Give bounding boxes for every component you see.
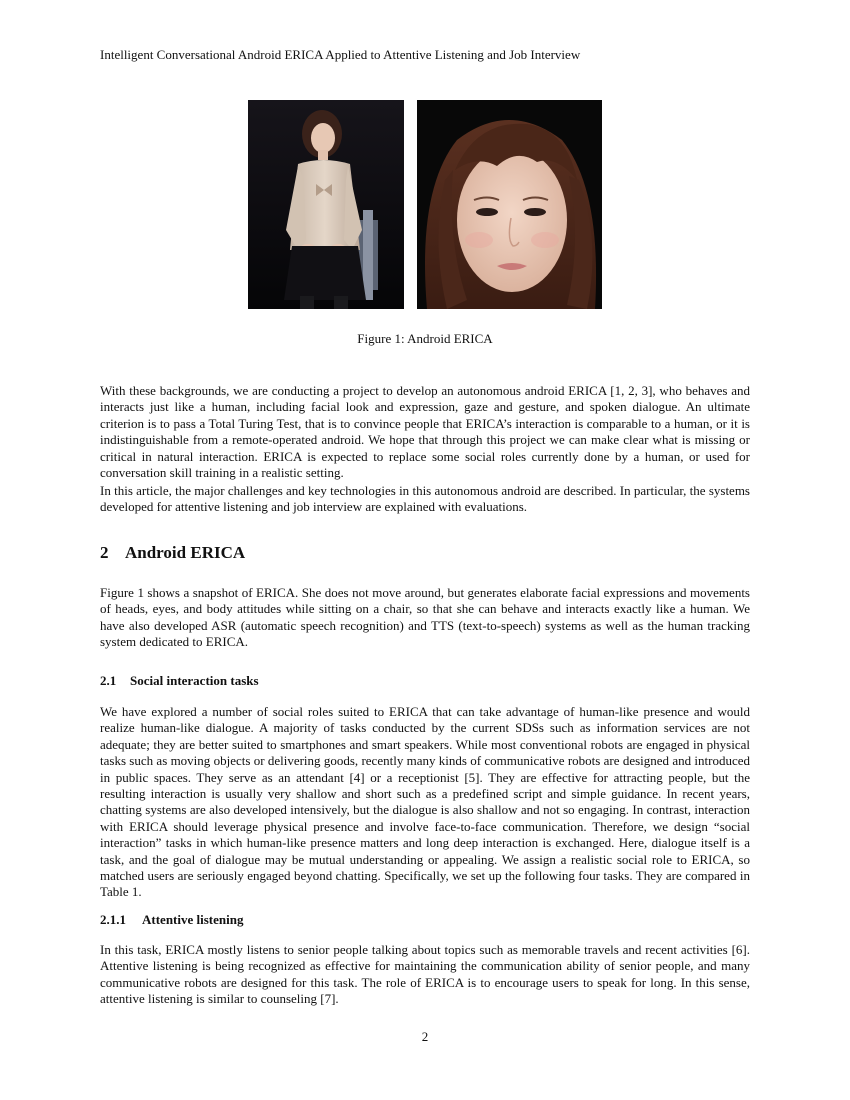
subsection-heading — [100, 673, 259, 689]
paragraph-section-2: Figure 1 shows a snapshot of ERICA. She does not move around, but generates elaborate facial expressions and movements of heads, eyes, and body attitudes while sitting on a chair, so that she can behave and interacts exactly like a human. We have also developed ASR (automatic speech recognition) and TTS (text-to-speech) systems as well as the human tracking system dedicated to ERICA. — [100, 585, 750, 650]
section-heading — [100, 543, 245, 563]
paragraph-intro-2: In this article, the major challenges and key technologies in this autonomous android are described. In particular, the systems developed for attentive listening and job interview are explained with evaluations. — [100, 483, 750, 515]
subsubsection-number: 2.1.1 — [100, 912, 126, 927]
paragraph-section-2-1-1: In this task, ERICA mostly listens to senior people talking about topics such as memorable travels and recent activities [6]. Attentive listening is being recognized as effective for maintaining the communication ability of senior people, and many communicative robots are designed for this task. The role of ERICA is to encourage users to speak for long. In this sense, attentive listening is similar to counseling [7]. — [100, 942, 750, 1007]
figure-1 — [248, 100, 602, 310]
section-number: 2 — [100, 543, 109, 562]
figure-caption: Figure 1: Android ERICA — [357, 331, 493, 346]
paragraph-section-2-1: We have explored a number of social roles suited to ERICA that can take advantage of human-like presence and would realize human-like dialogue. A majority of tasks conducted by the current SDSs such as information services are not adequate; they are better suited to smartphones and smart speakers. While most conventional robots are engaged in physical tasks such as moving objects or delivering goods, recently many kinds of communicative robots are designed and introduced in public spaces. They serve as an attendant [4] or a receptionist [5]. They are effective for attracting people, but the resulting interaction is usually very shallow and short such as a predefined script and simple guidance. In recent years, chatting systems are also developed intensively, but the dialogue is also shallow and not so engaging. In contrast, interaction with ERICA should leverage physical presence and involve face-to-face communication. Therefore, we design “social interaction” tasks in which human-like presence matters and long deep interaction is exchanged. Here, dialogue itself is a task, and the goal of dialogue may be mutual understanding or appealing. We assign a realistic social role to ERICA, so matched users are seriously engaged beyond chatting. Specifically, we set up the following four tasks. They are compared in Table 1. — [100, 704, 750, 900]
page-number: 2 — [421, 1029, 429, 1044]
subsubsection-heading — [100, 912, 243, 928]
subsubsection-title: Attentive listening — [142, 912, 244, 927]
android-seated-photo-icon — [248, 100, 404, 309]
subsection-title: Social interaction tasks — [130, 673, 259, 688]
android-face-closeup-photo-icon — [417, 100, 602, 309]
section-title: Android ERICA — [125, 543, 246, 562]
running-header: Intelligent Conversational Android ERICA Applied to Attentive Listening and Job Interview — [100, 47, 581, 62]
subsection-number: 2.1 — [100, 673, 117, 688]
paragraph-intro-1: With these backgrounds, we are conducting a project to develop an autonomous android ERICA [1, 2, 3], who behaves and interacts just like a human, including facial look and expression, gaze and gesture, and spoken dialogue. An ultimate criterion is to pass a Total Turing Test, that is to convince people that ERICA’s interaction is comparable to a human, or it is indistinguishable from a remote-operated android. We hope that through this project we can make clear what is missing or critical in natural interaction. ERICA is expected to replace some social roles currently done by a human, or used for conversation skill training in a realistic setting. — [100, 383, 750, 481]
